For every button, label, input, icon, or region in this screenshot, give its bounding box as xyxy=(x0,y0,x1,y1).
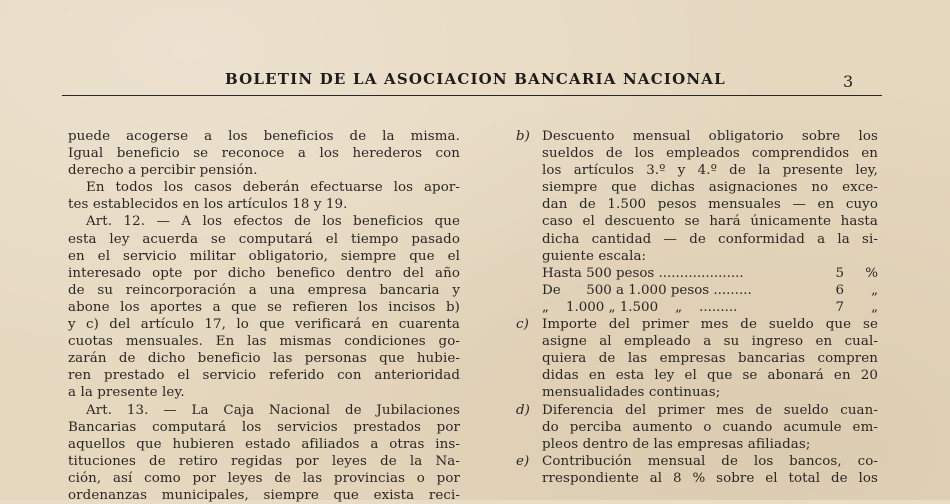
text-line: Descuento mensual obligatorio sobre los xyxy=(542,129,878,144)
list-marker: e) xyxy=(516,453,530,469)
text-line: zarán de dicho beneficio las personas que hubie- xyxy=(68,351,460,367)
text-line: siempre que dichas asignaciones no exce- xyxy=(542,180,878,196)
text-line: abone los aportes a que se refieren los incisos b) xyxy=(68,299,460,315)
scale-value: 6 xyxy=(835,282,844,298)
scale-row xyxy=(520,282,878,299)
text-line: caso el descuento se hará únicamente hasta xyxy=(542,214,878,230)
text-line: a la presente ley. xyxy=(68,385,185,401)
text-line: tituciones de retiro regidas por leyes de la Na- xyxy=(68,453,460,469)
text-line: guiente escala: xyxy=(542,248,647,264)
text-line: do perciba aumento o cuando acumule em- xyxy=(542,419,878,435)
text-line: ordenanzas municipales, siempre que exista reci- xyxy=(68,487,460,503)
text-line: en el servicio militar obligatorio, siempre que el xyxy=(68,248,460,264)
list-marker: b) xyxy=(516,129,530,144)
text-line: quiera de las empresas bancarias compren xyxy=(542,351,878,367)
text-line: de su reincorporación a una empresa bancaria y xyxy=(68,282,460,298)
text-line: asigne al empleado a su ingreso en cual- xyxy=(542,334,878,350)
scale-unit: „ xyxy=(871,299,878,315)
text-line: tes establecidos en los artículos 18 y 19. xyxy=(68,197,348,213)
text-line: dicha cantidad — de conformidad a la si- xyxy=(542,231,878,247)
list-marker: c) xyxy=(516,317,529,333)
text-line: Contribución mensual de los bancos, co- xyxy=(542,453,878,469)
list-item-b xyxy=(516,128,878,265)
scale-unit: % xyxy=(865,265,878,281)
text-line: Art. 12. — A los efectos de los beneficios que xyxy=(86,214,460,230)
scale-value: 7 xyxy=(835,299,844,315)
right-column xyxy=(516,128,878,487)
text-line: rrespondiente al 8 % sobre el total de los xyxy=(542,470,878,486)
scale-label: „ 1.000 „ 1.500 „ ......... xyxy=(542,299,738,315)
text-line: Diferencia del primer mes de sueldo cuan- xyxy=(542,402,878,418)
text-line: puede acogerse a los beneficios de la misma. xyxy=(68,129,460,144)
text-line: Importe del primer mes de sueldo que se xyxy=(542,317,878,333)
header-rule xyxy=(62,95,882,96)
text-line: cuotas mensuales. En las mismas condiciones go- xyxy=(68,334,460,350)
text-line: ción, así como por leyes de las provincias o por xyxy=(68,470,460,486)
scale-row xyxy=(520,265,878,282)
text-line: sueldos de los empleados comprendidos en xyxy=(542,146,878,162)
text-line: los artículos 3.º y 4.º de la presente ley, xyxy=(542,163,878,179)
scale-label: De 500 a 1.000 pesos ......... xyxy=(542,282,752,298)
text-line: dan de 1.500 pesos mensuales — en cuyo xyxy=(542,197,878,213)
list-item-e xyxy=(516,453,878,487)
text-line: ren prestado el servicio referido con anterioridad xyxy=(68,368,460,384)
text-line: Igual beneficio se reconoce a los herederos con xyxy=(68,146,460,162)
left-column xyxy=(68,128,460,504)
text-line: En todos los casos deberán efectuarse los apor- xyxy=(86,180,460,196)
page-header-title: BOLETIN DE LA ASOCIACION BANCARIA NACIONAL xyxy=(225,70,726,88)
text-line: Art. 13. — La Caja Nacional de Jubilaciones xyxy=(86,402,460,418)
list-item-c xyxy=(516,316,878,401)
text-line: derecho a percibir pensión. xyxy=(68,163,258,179)
scale-unit: „ xyxy=(871,282,878,298)
text-line: didas en esta ley el que se abonará en 20 xyxy=(542,368,878,384)
text-line: pleos dentro de las empresas afiliadas; xyxy=(542,436,811,452)
text-line: aquellos que hubieren estado afiliados a otras ins- xyxy=(68,436,460,452)
scale-row xyxy=(520,299,878,316)
text-line: Bancarias computará los servicios prestados por xyxy=(68,419,460,435)
text-line: interesado opte por dicho benefico dentro del año xyxy=(68,265,460,281)
scale-value: 5 xyxy=(835,265,844,281)
scale-label: Hasta 500 pesos .................... xyxy=(542,265,744,281)
page-number: 3 xyxy=(843,72,854,91)
text-line: esta ley acuerda se computará el tiempo pasado xyxy=(68,231,460,247)
contribution-scale-table xyxy=(520,265,878,316)
list-item-d xyxy=(516,402,878,453)
text-line: y c) del artículo 17, lo que verificará en cuarenta xyxy=(68,317,460,333)
text-line: mensualidades continuas; xyxy=(542,385,721,401)
list-marker: d) xyxy=(516,402,530,418)
